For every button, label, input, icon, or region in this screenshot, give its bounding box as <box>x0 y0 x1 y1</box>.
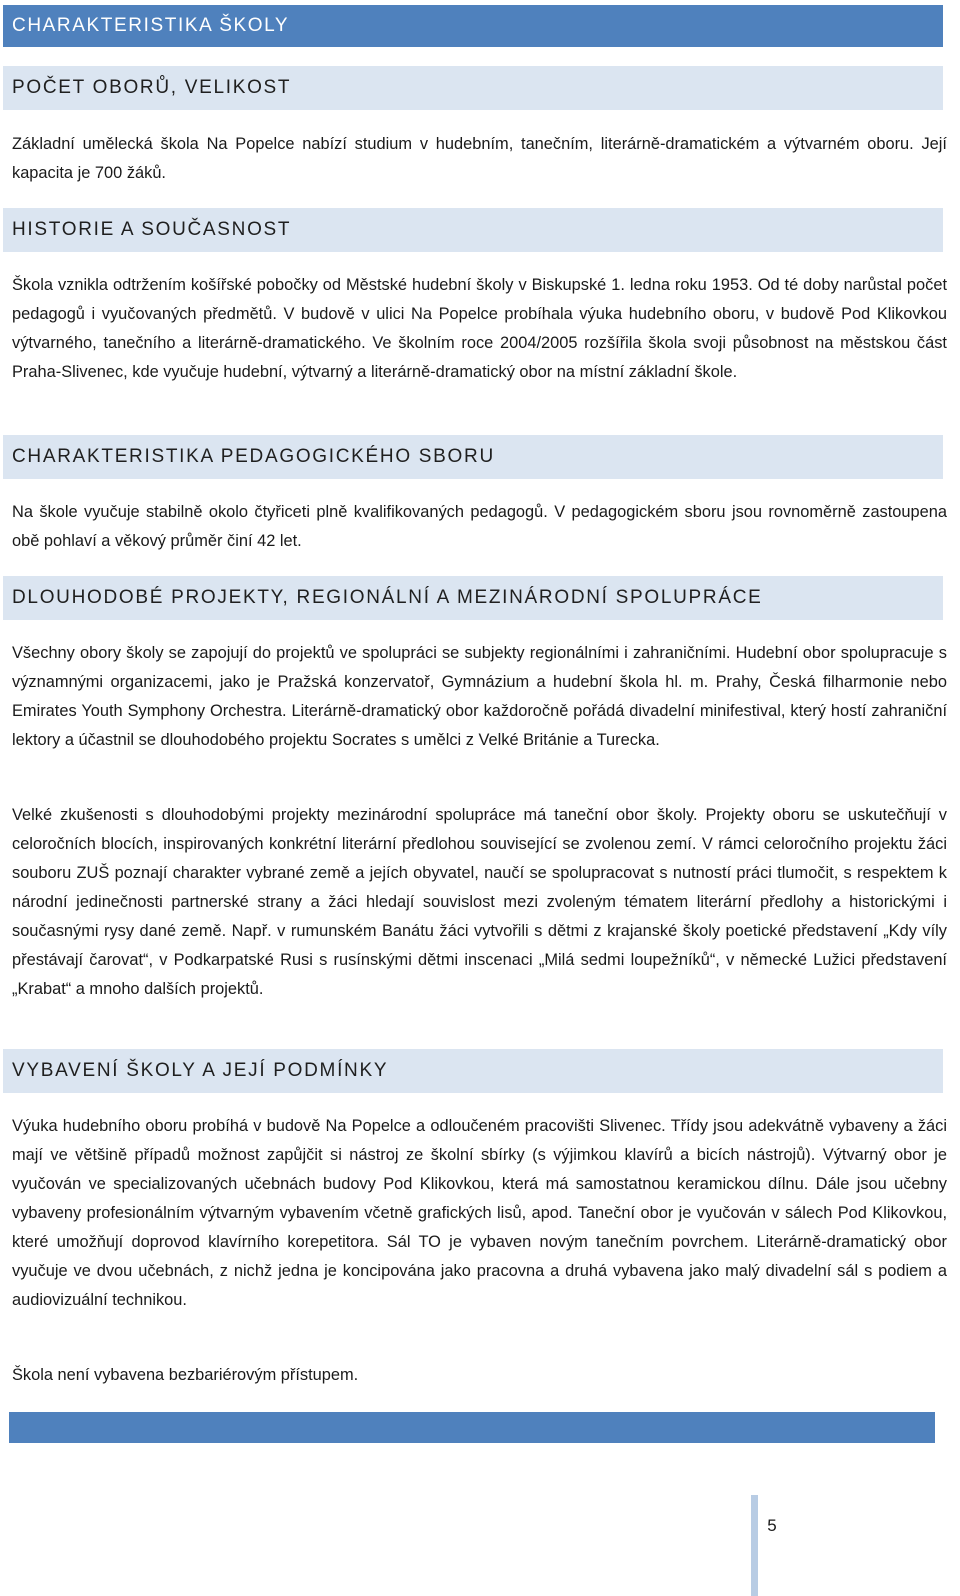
footer-bar <box>9 1412 935 1443</box>
section-title: VYBAVENÍ ŠKOLY A JEJÍ PODMÍNKY <box>12 1060 389 1081</box>
section-header-pocet <box>3 66 943 110</box>
page-number-rule <box>751 1495 758 1596</box>
paragraph-pocet: Základní umělecká škola Na Popelce nabízí studium v hudebním, tanečním, literárně-dramatickém a výtvarném oboru. Její kapacita je 700 žáků. <box>12 135 947 182</box>
chapter-title: CHARAKTERISTIKA ŠKOLY <box>12 15 290 36</box>
paragraph-sbor: Na škole vyučuje stabilně okolo čtyřiceti plně kvalifikovaných pedagogů. V pedagogickém sboru jsou rovnoměrně zastoupena obě pohlaví a věkový průměr činí 42 let. <box>12 503 947 550</box>
section-title: POČET OBORŮ, VELIKOST <box>12 77 292 98</box>
section-title: CHARAKTERISTIKA PEDAGOGICKÉHO SBORU <box>12 446 495 467</box>
paragraph-projekty-2: Velké zkušenosti s dlouhodobými projekty mezinárodní spolupráce má taneční obor školy. Projekty oboru se uskutečňují v celoročních blocích, inspirovaných konkrétní literární předlohou související se zvolenou zemí. V rámci celoročního projektu žáci souboru ZUŠ poznají charakter vybrané země a jejích obyvatel, naučí se spolupracovat s nutností práci tlumočit, s respektem k národní jedinečnosti partnerské strany a žáci hledají souvislost mezi zvoleným tématem literární předlohy a historickými i současnými rysy dané země. Např. v rumunském Banátu žáci vytvořili s dětmi z krajanské školy poetické představení „Kdy víly přestávají čarovat“, v Podkarpatské Rusi s rusínskými dětmi inscenaci „Milá sedmi loupežníků“, v německé Lužici představení „Krabat“ a mnoho dalších projektů. <box>12 806 947 998</box>
section-header-historie <box>3 208 943 252</box>
section-title: DLOUHODOBÉ PROJEKTY, REGIONÁLNÍ A MEZINÁRODNÍ SPOLUPRÁCE <box>12 587 763 608</box>
section-title: HISTORIE A SOUČASNOST <box>12 219 292 240</box>
paragraph-vybaveni-1: Výuka hudebního oboru probíhá v budově Na Popelce a odloučeném pracovišti Slivenec. Třídy jsou adekvátně vybaveny a žáci mají ve většině případů možnost zapůjčit si nástroj ze školní sbírky (s výjimkou klavírů a bicích nástrojů). Výtvarný obor je vyučován ve specializovaných učebnách budovy Pod Klikovkou, která má samostatnou keramickou dílnu. Dále jsou učebny vybaveny profesionálním výtvarným vybavením včetně grafických lisů, apod. Taneční obor je vyučován v sálech Pod Klikovkou, které umožňují doprovod klavírního korepetitora. Sál TO je vybaven novým tanečním povrchem. Literárně-dramatický obor vyučuje ve dvou učebnách, z nichž jedna je koncipována jako pracovna a druhá vybavena jako malý divadelní sál s podiem a audiovizuální technikou. <box>12 1117 947 1309</box>
chapter-header <box>3 5 943 47</box>
paragraph-vybaveni-2: Škola není vybavena bezbariérovým přístupem. <box>12 1366 359 1384</box>
section-header-sbor <box>3 435 943 479</box>
paragraph-projekty-1: Všechny obory školy se zapojují do projektů ve spolupráci se subjekty regionálními i zahraničními. Hudební obor spolupracuje s významnými organizacemi, jako je Pražská konzervatoř, Gymnázium a hudební škola hl. m. Prahy, Česká filharmonie nebo Emirates Youth Symphony Orchestra. Literárně-dramatický obor každoročně pořádá divadelní minifestival, který hostí zahraniční lektory a účastnil se dlouhodobého projektu Socrates s umělci z Velké Británie a Turecka. <box>12 644 947 749</box>
paragraph-historie: Škola vznikla odtržením košířské pobočky od Městské hudební školy v Biskupské 1. ledna roku 1953. Od té doby narůstal počet pedagogů i vyučovaných předmětů. V budově v ulici Na Popelce probíhala výuka hudebního oboru, v budově Pod Klikovkou výtvarného, tanečního a literárně-dramatického. Ve školním roce 2004/2005 rozšířila škola svoji působnost na městskou část Praha-Slivenec, kde vyučuje hudební, výtvarný a literárně-dramatický obor na místní základní škole. <box>12 276 947 381</box>
section-header-projekty <box>3 576 943 620</box>
page-number: 5 <box>767 1516 777 1535</box>
section-header-vybaveni <box>3 1049 943 1093</box>
